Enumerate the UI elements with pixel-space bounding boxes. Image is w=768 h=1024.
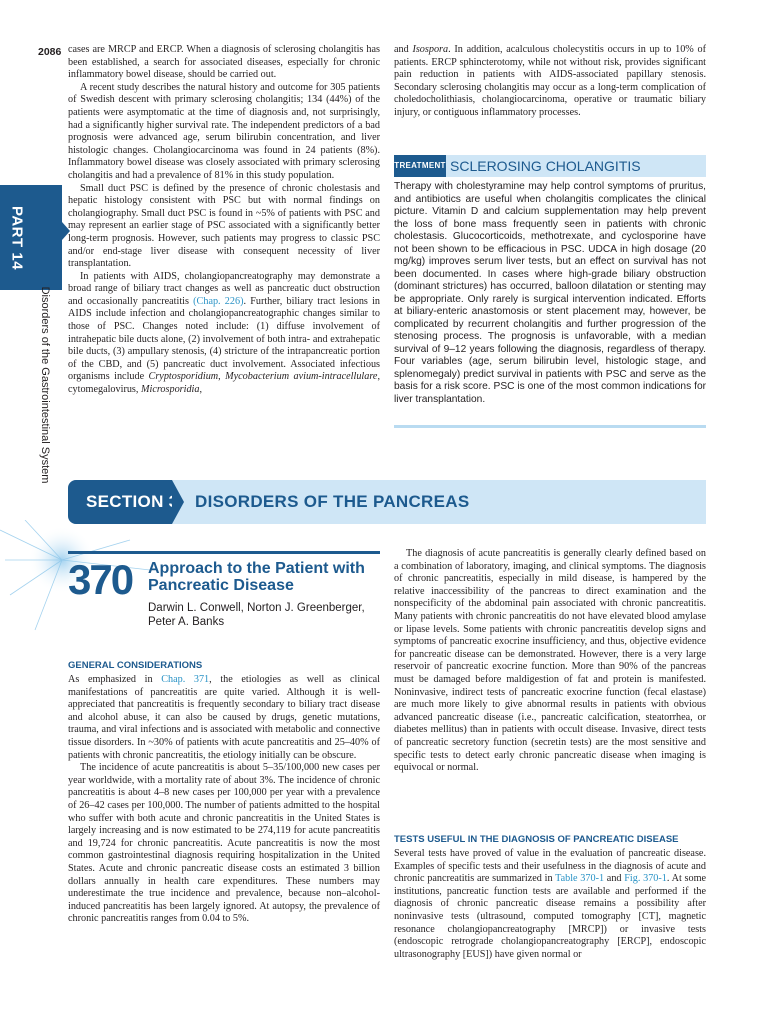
section-arrow: [172, 480, 184, 524]
chapter-number: 370: [68, 556, 133, 603]
paragraph: Several tests have proved of value in the evaluation of pancreatic disease. Examples of specific tests and their usefulness in the diagnosis of acute and chronic pancreatitis are summarized in Table 370-1 and Fig. 370-1. At some institutions, pancreatic function tests are available and performed if the diagnosis of chronic pancreatic disease remains a possibility after noninvasive tests (ultrasound, computed tomography [CT], magnetic resonance cholangiopancreatography [MRCP]) or invasive tests (endoscopic retrograde cholangiopancreatography [ERCP], endoscopic ultrasonography [EUS]) have given normal or: [394, 848, 707, 960]
part-label: PART 14: [8, 205, 26, 271]
paragraph: Small duct PSC is defined by the presence of chronic cholestasis and hepatic histology consistent with PSC but with normal findings on cholangiography. Small duct PSC is found in ~5% of patients with PSC and may represent an earlier stage of PSC associated with a significantly better long-term prognosis. However, such patients may progress to classic PSC and/or end-stage liver disease with consequent necessity of liver transplantation.: [68, 182, 380, 270]
chapter-title: Approach to the Patient with Pancreatic Disease: [148, 560, 365, 594]
left-column-text: [68, 44, 380, 397]
table-link[interactable]: Table 370-1: [555, 873, 605, 885]
paragraph: As emphasized in Chap. 371, the etiologies as well as clinical manifestations of pancreatitis are quite varied. Although it is well-appreciated that pancreatitis is frequently secondary to biliary tract disease and alcohol abuse, it can also be caused by drugs, genetic mutations, trauma, and viral infections and is associated with metabolic and connective tissue disorders. In ~30% of patients with acute pancreatitis and 25–40% of patients with chronic pancreatitis, the etiology initially can be obscure.: [68, 674, 380, 761]
general-considerations-heading: GENERAL CONSIDERATIONS: [68, 660, 203, 671]
chapter-authors: [148, 601, 380, 629]
diagnosis-paragraph: [394, 548, 706, 775]
figure-link[interactable]: Fig. 370-1: [624, 873, 667, 885]
chapter-link[interactable]: Chap. 371: [161, 674, 210, 685]
treatment-bottom-rule: [394, 425, 706, 428]
paragraph: The diagnosis of acute pancreatitis is generally clearly defined based on a combination of laboratory, imaging, and clinical symptoms. The diagnosis of chronic pancreatitis, especially in mild disease, is hampered by the relative inaccessibility of the pancreas to direct examination and the nonspecificity of the abdominal pain associated with chronic pancreatitis. Many patients with chronic pancreatitis do not have elevated blood amylase or lipase levels. Some patients with chronic pancreatitis develop signs and symptoms of pancreatic exocrine insufficiency, and thus, objective evidence for pancreatic disease can be demonstrated. However, there is a very large reservoir of pancreatic exocrine function. More than 90% of the pancreas must be damaged before maldigestion of fat and protein is manifested. Noninvasive, indirect tests of pancreatic exocrine function (fecal elastase) are much more likely to give abnormal results in patients with obvious advanced pancreatic disease (i.e., pancreatic calcification, steatorrhea, or diabetes mellitus) than in patients with occult disease. Invasive, direct tests of pancreatic secretory function (secretin tests) are the most sensitive and specific tests to detect early chronic pancreatic disease when imaging is equivocal or normal.: [394, 548, 706, 774]
section-title: DISORDERS OF THE PANCREAS: [195, 492, 470, 511]
paragraph: and Isospora. In addition, acalculous cholecystitis occurs in up to 10% of patients. ERCP sphincterotomy, while not without risk, provides significant pain reduction in patients with AIDS-associated papillary stenosis. Secondary sclerosing cholangitis may occur as a long-term complication of choledocholithiasis, cholangiocarcinoma, operative or traumatic biliary injury, or contiguous inflammatory processes.: [394, 44, 706, 118]
general-considerations-body: [68, 674, 380, 926]
paragraph: A recent study describes the natural history and outcome for 305 patients of Swedish descent with primary sclerosing cholangitis; 134 (44%) of the patients were asymptomatic at the time of diagnosis and, not surprisingly, had a significantly higher survival rate. The independent predictors of a bad prognosis were advanced age, serum bilirubin concentration, and liver histologic changes. Cholangiocarcinoma was found in 24 patients (8%). Inflammatory bowel disease was closely associated with primary sclerosing cholangitis and had a prevalence of 81% in this study population.: [68, 81, 380, 181]
section-label: SECTION 3: [86, 492, 179, 511]
chapter-link[interactable]: (Chap. 226): [193, 295, 244, 307]
authors-line: Darwin L. Conwell, Norton J. Greenberger,: [148, 602, 365, 614]
paragraph: In patients with AIDS, cholangiopancreatography may demonstrate a broad range of biliary tract changes as well as pancreatic duct obstruction and occasionally pancreatitis (Chap. 226). Further, biliary tract lesions in AIDS include infection and cholangiopancreatographic changes similar to those of PSC. Changes noted include: (1) diffuse involvement of intrahepatic bile ducts alone, (2) involvement of both intra- and extrahepatic bile ducts, (3) ampullary stenosis, (4) stricture of the intrapancreatic portion of the CBD, and (5) pancreatic duct involvement. Associated infectious organisms include Cryptosporidium, Mycobacterium avium-intracellulare, cytomegalovirus, Microsporidia,: [68, 270, 380, 396]
tests-body: [394, 848, 706, 961]
treatment-title: SCLEROSING CHOLANGITIS: [450, 158, 641, 174]
page-number: 2086: [38, 46, 62, 58]
paragraph: cases are MRCP and ERCP. When a diagnosis of sclerosing cholangitis has been established, a search for associated diseases, especially for chronic inflammatory bowel disease, should be carried out.: [68, 44, 380, 81]
chapter-rule: [68, 551, 380, 554]
right-column-text: [394, 44, 706, 120]
part-title: Disorders of the Gastrointestinal System: [39, 286, 51, 484]
treatment-body: Therapy with cholestyramine may help control symptoms of pruritus, and antibiotics are useful when cholangitis complicates the clinical picture. Vitamin D and calcium supplementation may help prevent the loss of bone mass frequently seen in patients with chronic cholestasis. Glucocorticoids, methotrexate, and cyclosporine have not been shown to be efficacious in PSC. UDCA in high dosage (20 mg/kg) improves serum liver tests, but an effect on survival has not been documented. In cases where high-grade biliary obstruction (dominant strictures) has occurred, balloon dilatation or stenting may be appropriate. Only rarely is surgical intervention indicated. Efforts at biliary-enteric anastomosis or stent placement may, however, be complicated by recurrent cholangitis and further progression of the stenosing process. The prognosis is unfavorable, with a median survival of 9–12 years following the diagnosis, regardless of therapy. Four variables (age, serum bilirubin level, histologic stage, and splenomegaly) predict survival in patients with PSC and serve as the basis for a risk score. PSC is one of the most common indications for liver transplantation.: [394, 181, 706, 405]
treatment-tag: TREATMENT: [394, 155, 446, 177]
tests-heading: TESTS USEFUL IN THE DIAGNOSIS OF PANCREATIC DISEASE: [394, 834, 679, 845]
authors-line: Peter A. Banks: [148, 616, 225, 628]
paragraph: The incidence of acute pancreatitis is about 5–35/100,000 new cases per year worldwide, with a mortality rate of about 3%. The incidence of chronic pancreatitis is about 4–8 new cases per 100,000 per year with a prevalence of 26–42 cases per 100,000. The number of patients admitted to the hospital who suffer with both acute and chronic pancreatitis in the United States is largely increasing and is now estimated to be 274,119 for acute pancreatitis and 19,724 for chronic pancreatitis. Acute pancreatitis is now the most common gastrointestinal diagnosis requiring hospitalization in the United States. Acute and chronic pancreatic disease costs an estimated 3 billion dollars annually in health care expenditures. These numbers may underestimate the true incidence and prevalence, because non–alcohol-induced pancreatitis has been largely ignored. At autopsy, the prevalence of chronic pancreatitis ranges from 0.04 to 5%.: [68, 762, 380, 925]
